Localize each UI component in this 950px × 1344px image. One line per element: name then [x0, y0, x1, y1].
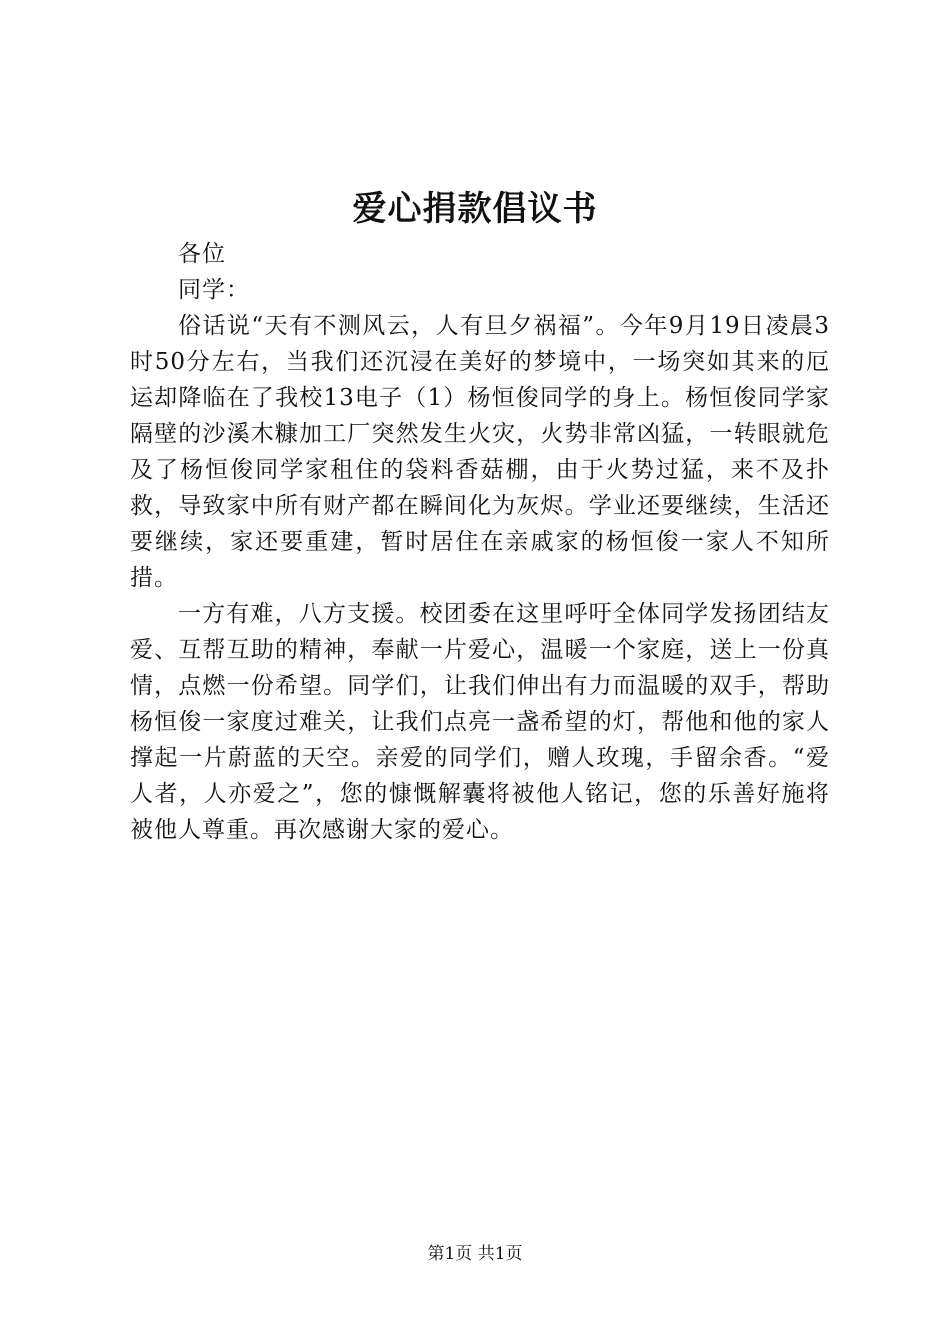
page-footer: 第1页 共1页 [427, 1244, 523, 1264]
greeting-line-1: 各位 [178, 241, 226, 267]
document-title: 爱心捐款倡议书 [352, 189, 598, 229]
paragraph-1: 俗话说“天有不测风云，人有旦夕祸福”。今年9月19日凌晨3时50分左右，当我们还沉浸在美好的梦境中，一场突如其来的厄运却降临在了我校13电子（1）杨恒俊同学的身上。杨恒俊同学家隔壁的沙溪木糠加工厂突然发生火灾，火势非常凶猛，一转眼就危及了杨恒俊同学家租住的袋料香菇棚，由于火势过猛，来不及扑救，导致家中所有财产都在瞬间化为灰烬。学业还要继续，生活还要继续，家还要重建，暂时居住在亲戚家的杨恒俊一家人不知所措。 [130, 313, 830, 591]
paragraph-2: 一方有难，八方支援。校团委在这里呼吁全体同学发扬团结友爱、互帮互助的精神，奉献一片爱心，温暖一个家庭，送上一份真情，点燃一份希望。同学们，让我们伸出有力而温暖的双手，帮助杨恒俊一家度过难关，让我们点亮一盏希望的灯，帮他和他的家人撑起一片蔚蓝的天空。亲爱的同学们，赠人玫瑰，手留余香。“爱人者，人亦爱之”，您的慷慨解囊将被他人铭记，您的乐善好施将被他人尊重。再次感谢大家的爱心。 [130, 601, 830, 843]
document-body [130, 236, 830, 848]
greeting-line-2: 同学： [178, 277, 250, 303]
